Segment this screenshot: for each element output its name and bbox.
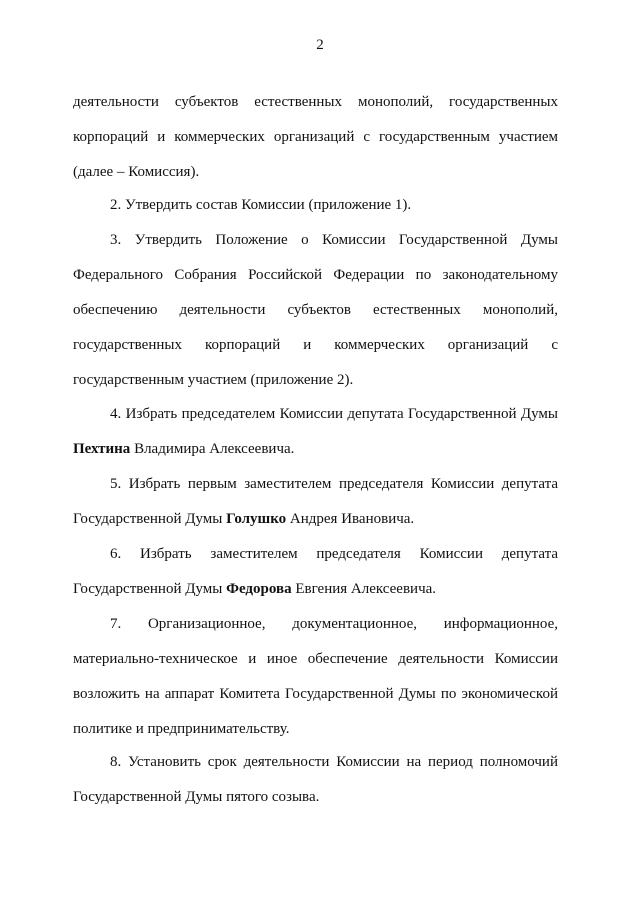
paragraph-6-tail: Евгения Алексеевича. [291,581,437,597]
deputy-name-fedorov: Федорова [226,581,292,597]
paragraph-7: 7. Организационное, документационное, информационное, материально-техническое и иное обеспечение деятельности Комиссии возложить на аппарат Комитета Государственной Думы по экономической политике и предпринимательству. [73,616,558,737]
paragraph-2: 2. Утвердить состав Комиссии (приложение 1). [110,197,412,213]
paragraph-4-tail: Владимира Алексеевича. [130,441,295,457]
paragraph-4-block [73,397,558,467]
paragraph-continuation: деятельности субъектов естественных монополий, государственных корпораций и коммерческих организаций с государственным участием (далее – Комиссия). [73,94,558,180]
deputy-name-golushko: Голушко [226,511,287,527]
paragraph-4 [73,397,558,467]
paragraph-6-block [73,537,558,607]
paragraph-6-text: 6. Избрать заместителем председателя Комиссии депутата Государственной Думы [73,546,558,597]
paragraph-7-block [73,607,558,747]
paragraph-5 [73,467,558,537]
paragraph-5-text: 5. Избрать первым заместителем председателя Комиссии депутата Государственной Думы [73,476,558,527]
paragraph-8-block [73,745,558,815]
deputy-name-pekhtin: Пехтина [73,441,131,457]
paragraph-3-block [73,223,558,398]
paragraph-5-tail: Андрея Ивановича. [286,511,415,527]
paragraph-4-text: 4. Избрать председателем Комиссии депутата Государственной Думы [110,406,558,422]
paragraph-6 [73,537,558,607]
paragraph-5-block [73,467,558,537]
page-number: 2 [316,37,324,53]
paragraph-3: 3. Утвердить Положение о Комиссии Государственной Думы Федерального Собрания Российской Федерации по законодательному обеспечению деятельности субъектов естественных монополий, государственных корпораций и коммерческих организаций с государственным участием (приложение 2). [73,232,558,388]
paragraph-8: 8. Установить срок деятельности Комиссии на период полномочий Государственной Думы пятого созыва. [73,754,558,805]
document-body [73,85,558,190]
paragraph-2-block [73,188,558,223]
